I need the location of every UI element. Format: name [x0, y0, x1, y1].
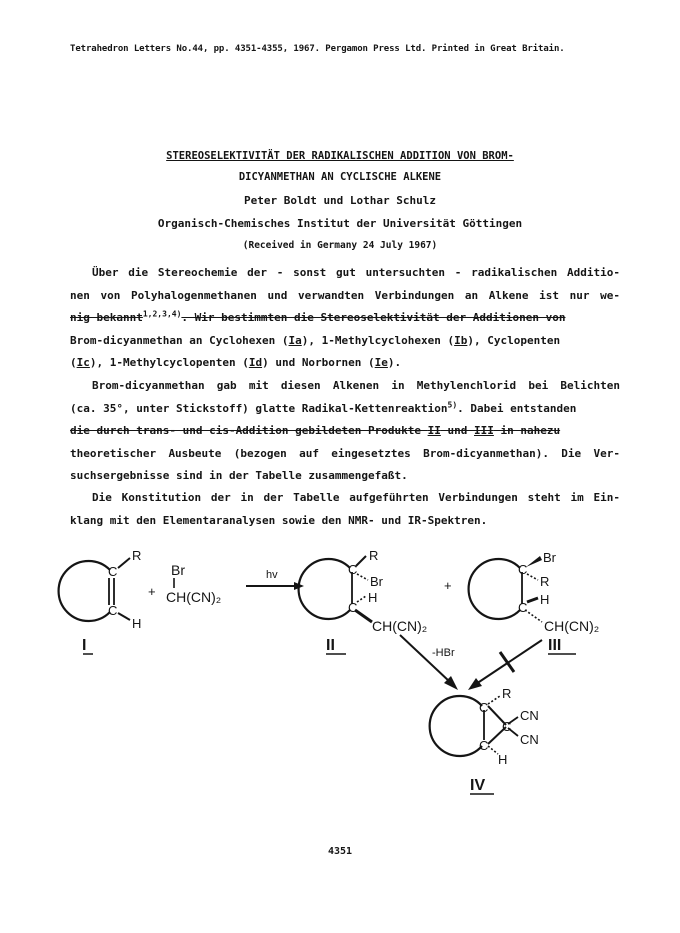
- atom-label: R: [540, 574, 550, 589]
- paragraph-1: [70, 262, 620, 375]
- p3-line-2: klang mit den Elementaranalysen sowie den NMR- und IR-Spektren.: [70, 513, 488, 527]
- atom-label: R: [369, 548, 379, 563]
- affiliation: Organisch-Chemisches Institut der Universität Göttingen: [157, 217, 523, 230]
- minus-hbr-label: -HBr: [432, 647, 455, 659]
- compound-label-III: III: [548, 637, 562, 654]
- atom-label: C: [479, 738, 489, 753]
- compound-ref: Ia: [288, 333, 302, 347]
- citation-superscript: 1,2,3,4): [142, 309, 182, 319]
- compound-ref: Ie: [374, 356, 388, 369]
- p3-line-1: Die Konstitution der in der Tabelle aufgeführten Verbindungen steht im Ein-: [92, 491, 620, 504]
- atom-label: Br: [171, 562, 185, 578]
- p2-line-5: suchsergebnisse sind in der Tabelle zusammengefaßt.: [70, 469, 408, 482]
- p1-text: ), 1-Methylcyclohexen (: [301, 333, 455, 347]
- p2-line-3: [70, 420, 620, 443]
- group-label: CH(CN)₂: [166, 589, 222, 605]
- compound-III-structure: [469, 550, 600, 634]
- compound-ref: II: [427, 424, 441, 437]
- atom-label: H: [498, 752, 508, 767]
- p1-line-4: [70, 330, 620, 353]
- atom-label: R: [502, 686, 512, 701]
- atom-label: C: [518, 600, 528, 615]
- reaction-scheme: [0, 540, 680, 830]
- authors: Peter Boldt und Lothar Schulz: [243, 194, 437, 207]
- p1-line-5: [70, 352, 620, 375]
- arrow-hv: [246, 569, 304, 590]
- title-line-1: STEREOSELEKTIVITÄT DER RADIKALISCHEN ADDITION VON BROM-: [166, 150, 514, 162]
- atom-label: C: [348, 562, 358, 577]
- p2-text: die durch trans- und cis-Addition gebildeten Produkte: [70, 424, 428, 437]
- p1-text: Brom-dicyanmethan an Cyclohexen (: [70, 333, 289, 347]
- atom-label: H: [540, 592, 550, 607]
- compound-label-II: II: [326, 637, 335, 654]
- compound-I-structure: [59, 548, 142, 631]
- atom-label: C: [108, 603, 118, 618]
- compound-ref: Ic: [76, 356, 90, 369]
- p1-text: ), Cyclopenten: [467, 333, 561, 347]
- atom-label: Br: [370, 574, 383, 589]
- hv-label: hv: [266, 569, 278, 581]
- p2-text: und: [440, 424, 474, 437]
- journal-citation: Tetrahedron Letters No.44, pp. 4351-4355, 1967. Pergamon Press Ltd. Printed in Great Britain.: [70, 44, 565, 54]
- plus-sign: +: [444, 578, 452, 593]
- paragraph-2: [70, 375, 620, 488]
- atom-label: C: [502, 719, 512, 734]
- atom-label: C: [518, 562, 528, 577]
- p2-text: (ca. 35°, unter Stickstoff) glatte Radikal-Kettenreaktion: [70, 401, 448, 415]
- atom-label: Br: [543, 550, 556, 565]
- compound-ref: III: [474, 424, 494, 437]
- reagent-bromodicyanomethane: [166, 562, 221, 605]
- p1-text: ).: [387, 356, 402, 369]
- atom-label: C: [348, 600, 358, 615]
- plus-sign: +: [148, 584, 156, 599]
- compound-IV-structure: [430, 686, 539, 767]
- p1-line-3: [70, 307, 620, 330]
- atom-label: H: [368, 590, 378, 605]
- arrow-II-to-IV: [400, 635, 458, 690]
- p1-line-2: nen von Polyhalogenmethanen und verwandten Verbindungen an Alkene ist nur we-: [70, 288, 620, 302]
- compound-ref: Ib: [454, 333, 468, 347]
- group-label: CN: [520, 708, 539, 723]
- compound-ref: Id: [248, 356, 263, 369]
- group-label: CN: [520, 732, 539, 747]
- atom-label: H: [132, 616, 142, 631]
- received-date: (Received in Germany 24 July 1967): [242, 240, 438, 251]
- p2-line-2: [70, 398, 620, 421]
- compound-II-structure: [299, 548, 428, 634]
- atom-label: R: [132, 548, 142, 563]
- citation-superscript: 5): [447, 399, 458, 409]
- page-number: 4351: [327, 846, 353, 857]
- p1-text: ) und Norbornen (: [262, 356, 375, 369]
- compound-label-IV: IV: [470, 777, 486, 794]
- p2-text: . Dabei entstanden: [457, 401, 577, 415]
- p1-line-1: Über die Stereochemie der - sonst gut untersuchten - radikalischen Additio-: [92, 266, 620, 279]
- group-label: CH(CN)₂: [544, 618, 600, 634]
- atom-label: C: [108, 564, 118, 579]
- p1-text: . Wir bestimmten die Stereoselektivität der Additionen von: [181, 311, 566, 324]
- paragraph-3: [70, 487, 620, 532]
- group-label: CH(CN)₂: [372, 618, 428, 634]
- p1-text: nig bekannt: [70, 311, 143, 324]
- p1-text: ), 1-Methylcyclopenten (: [89, 356, 249, 369]
- arrow-III-to-IV-blocked: [468, 640, 542, 690]
- p2-line-4: theoretischer Ausbeute (bezogen auf eingesetztes Brom-dicyanmethan). Die Ver-: [70, 446, 620, 460]
- p2-text: in nahezu: [493, 424, 561, 437]
- compound-label-I: I: [82, 637, 87, 654]
- p2-line-1: Brom-dicyanmethan gab mit diesen Alkenen in Methylenchlorid bei Belichten: [92, 379, 620, 392]
- p1-text: (: [70, 356, 77, 369]
- atom-label: C: [479, 700, 489, 715]
- title-line-2: DICYANMETHAN AN CYCLISCHE ALKENE: [238, 171, 442, 183]
